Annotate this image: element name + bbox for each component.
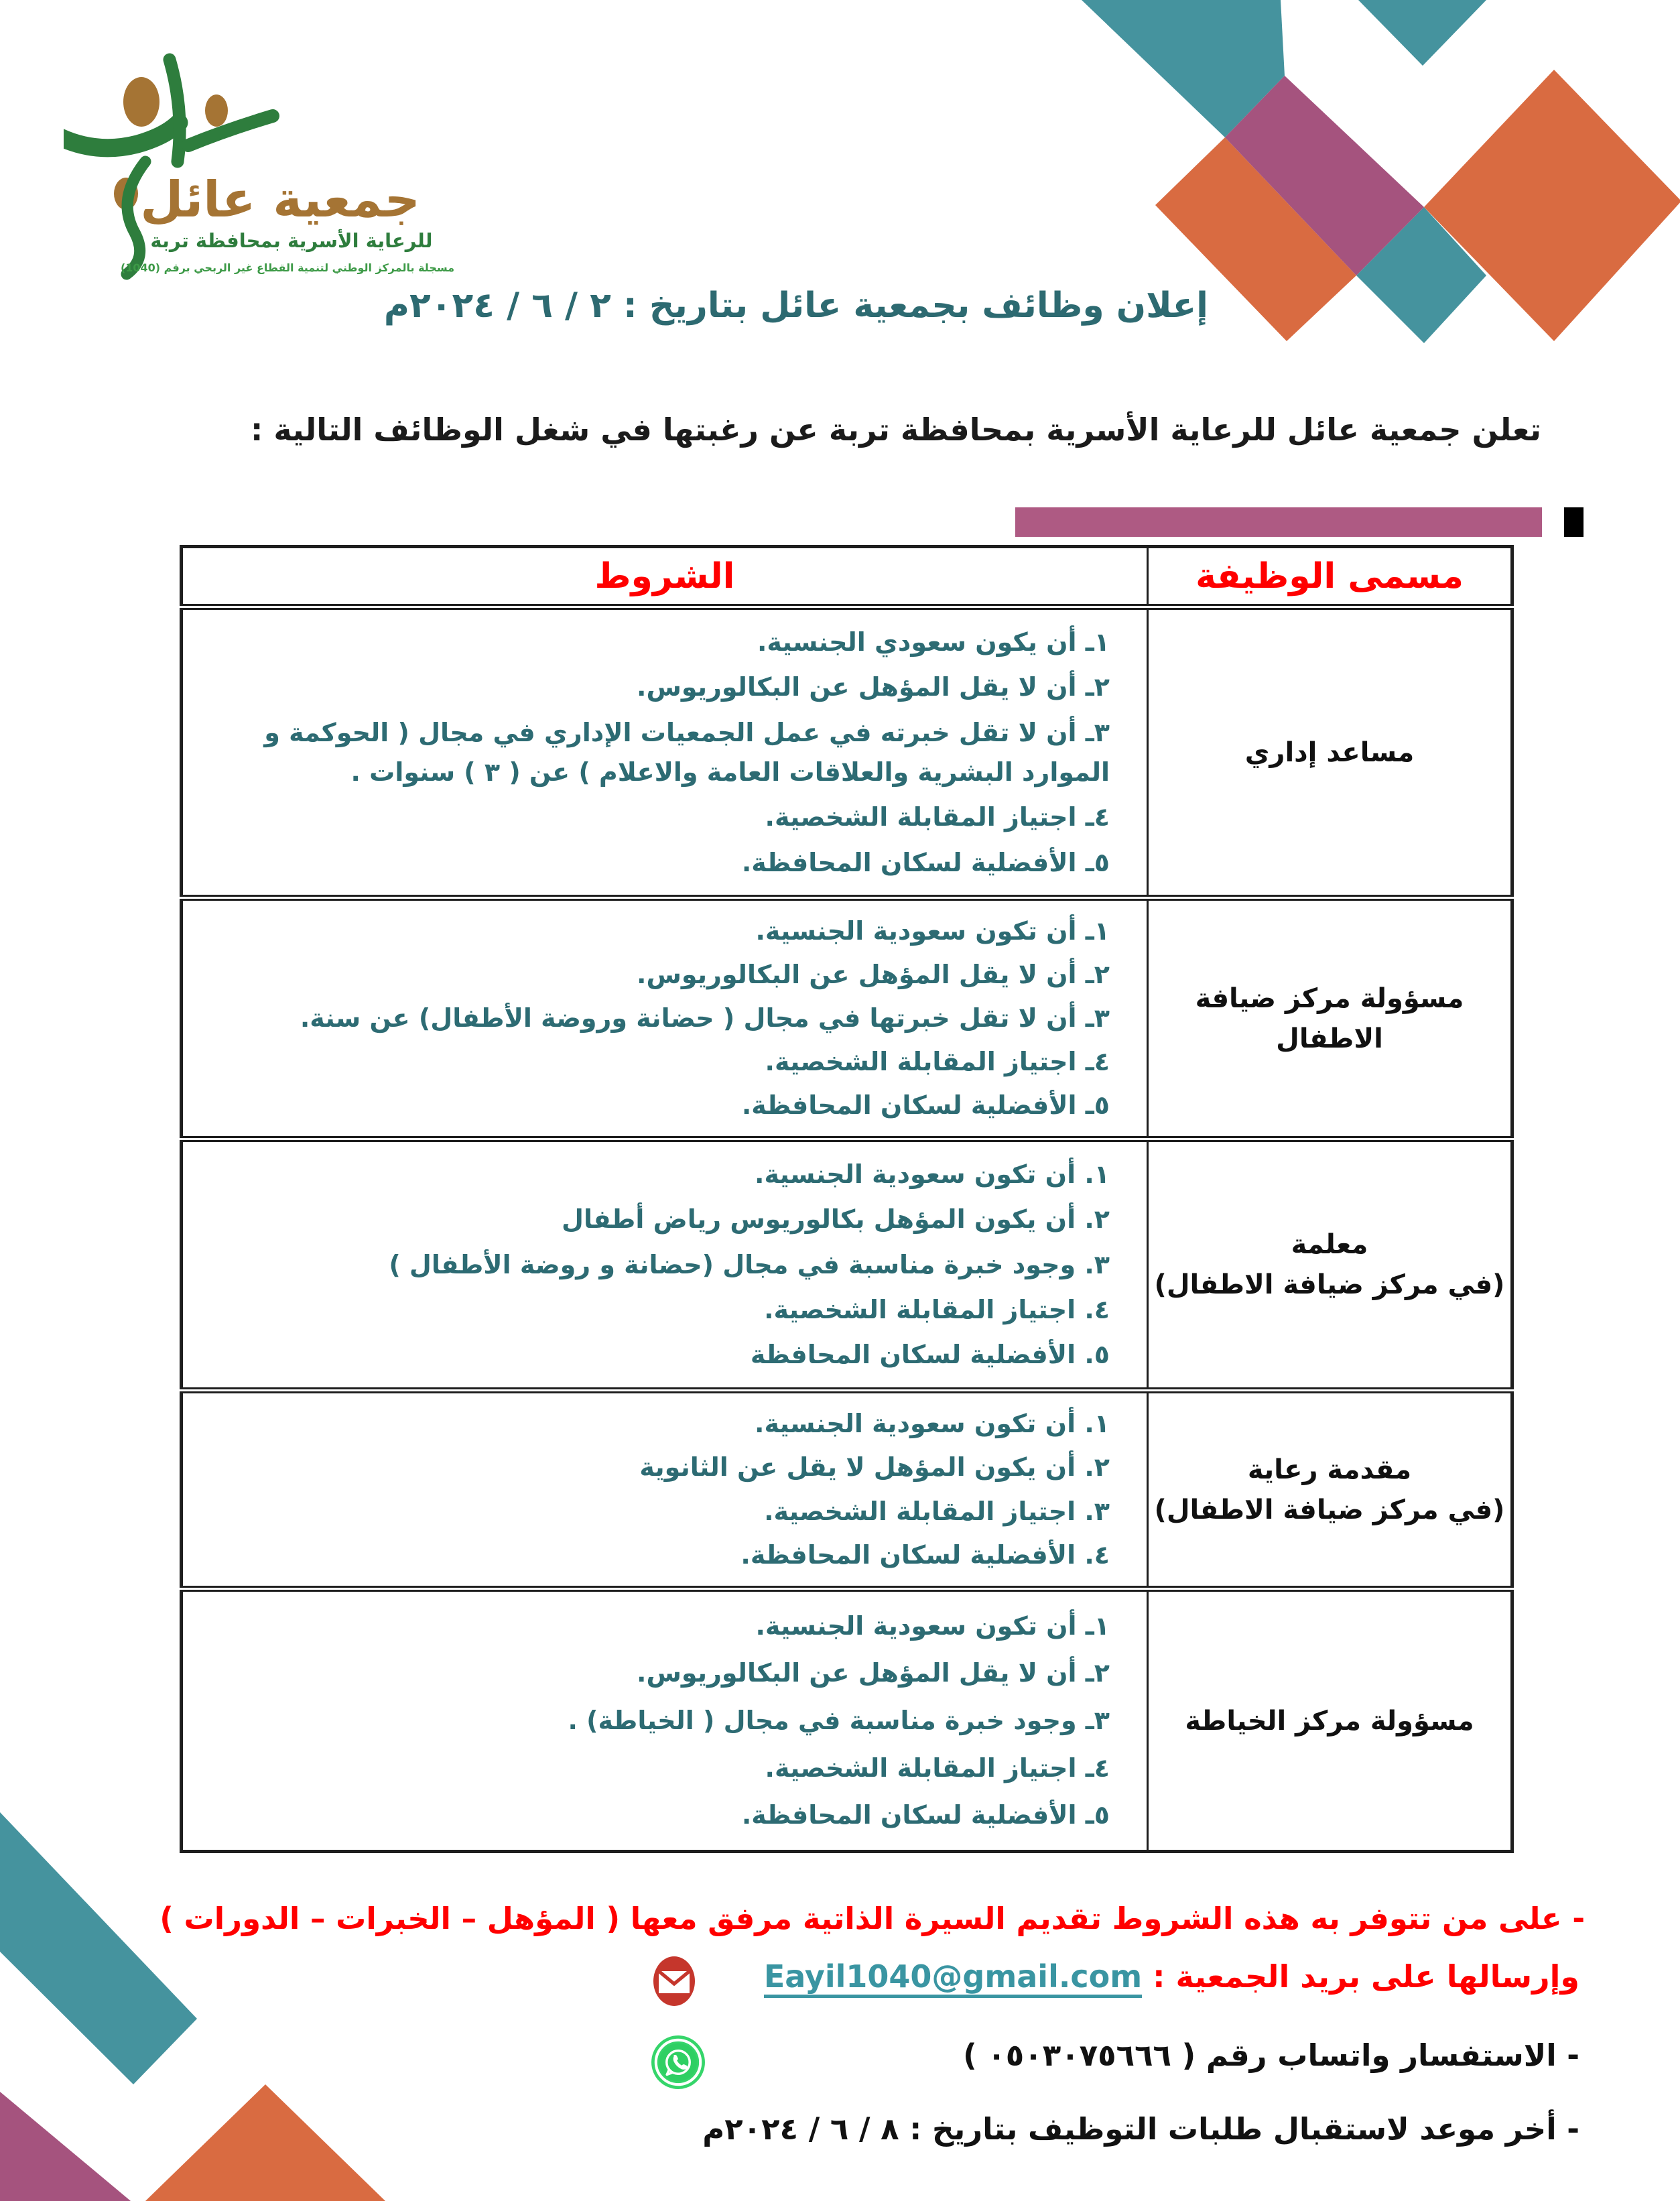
condition-item: ١. أن تكون سعودية الجنسية. [755, 1409, 1110, 1439]
job-title-cell [1148, 607, 1512, 898]
condition-item: ٢ـ أن لا يقل المؤهل عن البكالوريوس. [637, 1658, 1110, 1688]
job-title: مقدمة رعاية [1247, 1454, 1412, 1485]
conditions-cell [182, 1589, 1148, 1852]
condition-item: ٢. أن يكون المؤهل بكالوريوس رياض أطفال [561, 1204, 1110, 1235]
condition-item: ٤. اجتياز المقابلة الشخصية. [764, 1294, 1110, 1324]
job-title-cell [1148, 1391, 1512, 1589]
condition-item: ٢. أن يكون المؤهل لا يقل عن الثانوية [639, 1452, 1110, 1483]
logo-title: جمعية عائل [140, 171, 420, 229]
condition-item: ٤ـ اجتياز المقابلة الشخصية. [765, 1753, 1110, 1783]
job-title: مساعد إداري [1244, 737, 1415, 768]
condition-item: ٣. اجتياز المقابلة الشخصية. [764, 1496, 1110, 1526]
condition-item: ٣ـ أن لا تقل خبرتها في مجال ( حضانة وروضة الأطفال) عن سنة. [300, 1003, 1110, 1033]
condition-item: ٥. الأفضلية لسكان المحافظة [750, 1340, 1110, 1370]
announcement-title: إعلان وظائف بجمعية عائل بتاريخ : ٢ / ٦ / ٢٠٢٤م [383, 286, 1208, 326]
table-row [182, 1139, 1512, 1391]
condition-item: ٣. وجود خبرة مناسبة في مجال (حضانة و روضة الأطفال ) [389, 1249, 1110, 1279]
table-row [182, 1589, 1512, 1852]
condition-item: ٤ـ اجتياز المقابلة الشخصية. [765, 802, 1110, 832]
section-bullet-square [1564, 507, 1584, 537]
whatsapp-icon [651, 2035, 706, 2090]
condition-item: ٤ـ اجتياز المقابلة الشخصية. [765, 1046, 1110, 1076]
send-email-line [764, 1958, 1579, 1995]
jobs-table [183, 545, 1514, 1850]
condition-item: ١ـ أن يكون سعودي الجنسية. [757, 627, 1110, 657]
condition-item: ٥ـ الأفضلية لسكان المحافظة. [741, 1090, 1110, 1120]
job-title-cell [1148, 1589, 1512, 1852]
table-header-row [182, 547, 1512, 607]
table-row [182, 1391, 1512, 1589]
conditions-cell [182, 1391, 1148, 1589]
section-divider-bar [1015, 507, 1542, 537]
condition-item: ١. أن تكون سعودية الجنسية. [755, 1159, 1110, 1189]
logo-registration: مسجلة بالمركز الوطني لتنمية القطاع غير الربحي برقم (1040) [120, 261, 455, 274]
logo-tagline: للرعاية الأسرية بمحافظة تربة [150, 229, 433, 252]
send-email-label: وإرسالها على بريد الجمعية : [1142, 1958, 1579, 1995]
association-logo [64, 30, 506, 288]
conditions-cell [182, 1139, 1148, 1391]
whatsapp-inquiry-line: - الاستفسار واتساب رقم ( ٠٥٠٣٠٧٥٦٦٦ ) [963, 2037, 1579, 2073]
condition-item: ١ـ أن تكون سعودية الجنسية. [755, 1611, 1110, 1641]
conditions-cell [182, 607, 1148, 898]
condition-item: ٥ـ الأفضلية لسكان المحافظة. [741, 1800, 1110, 1830]
condition-item: ٥ـ الأفضلية لسكان المحافظة. [741, 847, 1110, 877]
email-link[interactable]: Eayil1040@gmail.com [764, 1958, 1142, 1998]
condition-item: ٢ـ أن لا يقل المؤهل عن البكالوريوس. [637, 960, 1110, 990]
column-header-job-title: مسمى الوظيفة [1148, 547, 1512, 607]
column-header-conditions: الشروط [182, 547, 1148, 607]
gmail-icon [647, 1956, 701, 2007]
table-row [182, 607, 1512, 898]
table-row [182, 898, 1512, 1139]
deadline-line: - أخر موعد لاستقبال طلبات التوظيف بتاريخ : ٨ / ٦ / ٢٠٢٤م [702, 2111, 1579, 2147]
cv-instruction-line: - على من تتوفر به هذه الشروط تقديم السيرة الذاتية مرفق معها ( المؤهل – الخبرات – الدورات ) [159, 1901, 1585, 1936]
job-title: معلمة [1291, 1229, 1368, 1260]
condition-item: ٢ـ أن لا يقل المؤهل عن البكالوريوس. [637, 672, 1110, 702]
conditions-cell [182, 898, 1148, 1139]
condition-item: ٣ـ وجود خبرة مناسبة في مجال ( الخياطة) . [568, 1706, 1110, 1736]
condition-item: ٣ـ أن لا تقل خبرته في عمل الجمعيات الإداري في مجال ( الحوكمة و الموارد البشرية والعلاقات العامة والاعلام ) عن ( ٣ ) سنوات . [264, 717, 1110, 787]
intro-text: تعلن جمعية عائل للرعاية الأسرية بمحافظة تربة عن رغبتها في شغل الوظائف التالية : [250, 412, 1541, 448]
job-title: مسؤولة مركز ضيافة الاطفال [1195, 983, 1464, 1054]
job-title-cell [1148, 1139, 1512, 1391]
job-title-sub: (في مركز ضيافة الاطفال) [1154, 1269, 1505, 1300]
job-title-cell [1148, 898, 1512, 1139]
condition-item: ٤. الأفضلية لسكان المحافظة. [740, 1539, 1110, 1570]
condition-item: ١ـ أن تكون سعودية الجنسية. [755, 916, 1110, 946]
job-title-sub: (في مركز ضيافة الاطفال) [1154, 1494, 1505, 1525]
job-title: مسؤولة مركز الخياطة [1185, 1705, 1474, 1737]
